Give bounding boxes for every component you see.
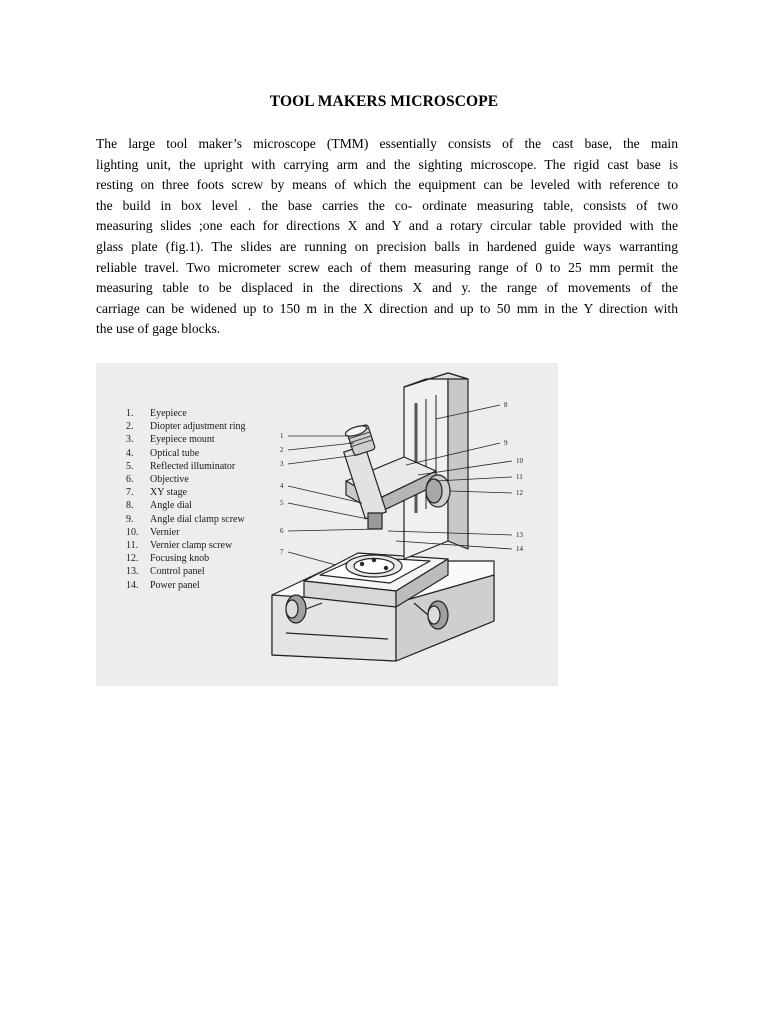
paragraph-line: carriage can be widened up to 150 m in the X direction and up to 50 mm in the Y direction with	[96, 300, 678, 316]
callout-label: 14	[516, 545, 523, 553]
callout-label: 7	[280, 548, 284, 556]
paragraph-line: reliable travel. Two micrometer screw each of them measuring range of 0 to 25 mm permit the	[96, 259, 678, 275]
microscope-figure	[96, 363, 558, 686]
callout-label: 8	[504, 401, 508, 409]
legend-item: 6. Objective	[126, 474, 189, 486]
paragraph-line: resting on three foots screw by means of which the equipment can be leveled with reference to	[96, 177, 678, 193]
legend-item: 12. Focusing knob	[126, 553, 210, 565]
legend-item: 8. Angle dial	[126, 500, 192, 512]
callout-label: 11	[516, 473, 523, 481]
callout-label: 13	[516, 531, 523, 539]
paragraph-line: The large tool maker’s microscope (TMM) essentially consists of the cast base, the main	[96, 136, 678, 151]
legend-item: 5. Reflected illuminator	[126, 460, 236, 472]
legend-item: 3. Eyepiece mount	[126, 434, 215, 446]
legend-item: 2. Diopter adjustment ring	[126, 421, 246, 433]
callout-label: 3	[280, 460, 284, 468]
paragraph-line: measuring slides ;one each for directions X and Y and a rotary circular table provided with the	[96, 218, 678, 234]
callout-label: 10	[516, 457, 523, 465]
paragraph-line: glass plate (fig.1). The slides are running on precision balls in hardened guide ways warranting	[96, 238, 678, 254]
paragraph-line: the use of gage blocks.	[96, 321, 221, 337]
legend-item: 9. Angle dial clamp screw	[126, 513, 245, 525]
microscope-drawing	[96, 363, 558, 686]
legend-item: 4. Optical tube	[126, 447, 200, 459]
legend-item: 10. Vernier	[126, 526, 180, 538]
document-title: TOOL MAKERS MICROSCOPE	[269, 93, 499, 110]
legend-item: 13. Control panel	[126, 566, 205, 578]
focusing-knob	[426, 475, 450, 507]
legend-item: 14. Power panel	[126, 579, 200, 591]
callout-label: 1	[280, 432, 284, 440]
legend-item: 1. Eyepiece	[126, 408, 187, 419]
paragraph-line: the build in box level . the base carries the co- ordinate measuring table, consists of two	[96, 197, 678, 213]
callout-label: 9	[504, 439, 508, 447]
callout-label: 4	[280, 482, 284, 490]
paragraph-line: measuring table to be displaced in the directions X and y. the range of movements of the	[96, 280, 678, 296]
body-paragraph	[96, 134, 678, 340]
callout-label: 6	[280, 527, 284, 535]
paragraph-line: lighting unit, the upright with carrying arm and the sighting microscope. The rigid cast base is	[96, 156, 678, 172]
legend-item: 7. XY stage	[126, 487, 188, 499]
callout-label: 12	[516, 489, 523, 497]
callout-label: 2	[280, 446, 284, 454]
legend-item: 11. Vernier clamp screw	[126, 540, 233, 552]
callout-label: 5	[280, 499, 284, 507]
